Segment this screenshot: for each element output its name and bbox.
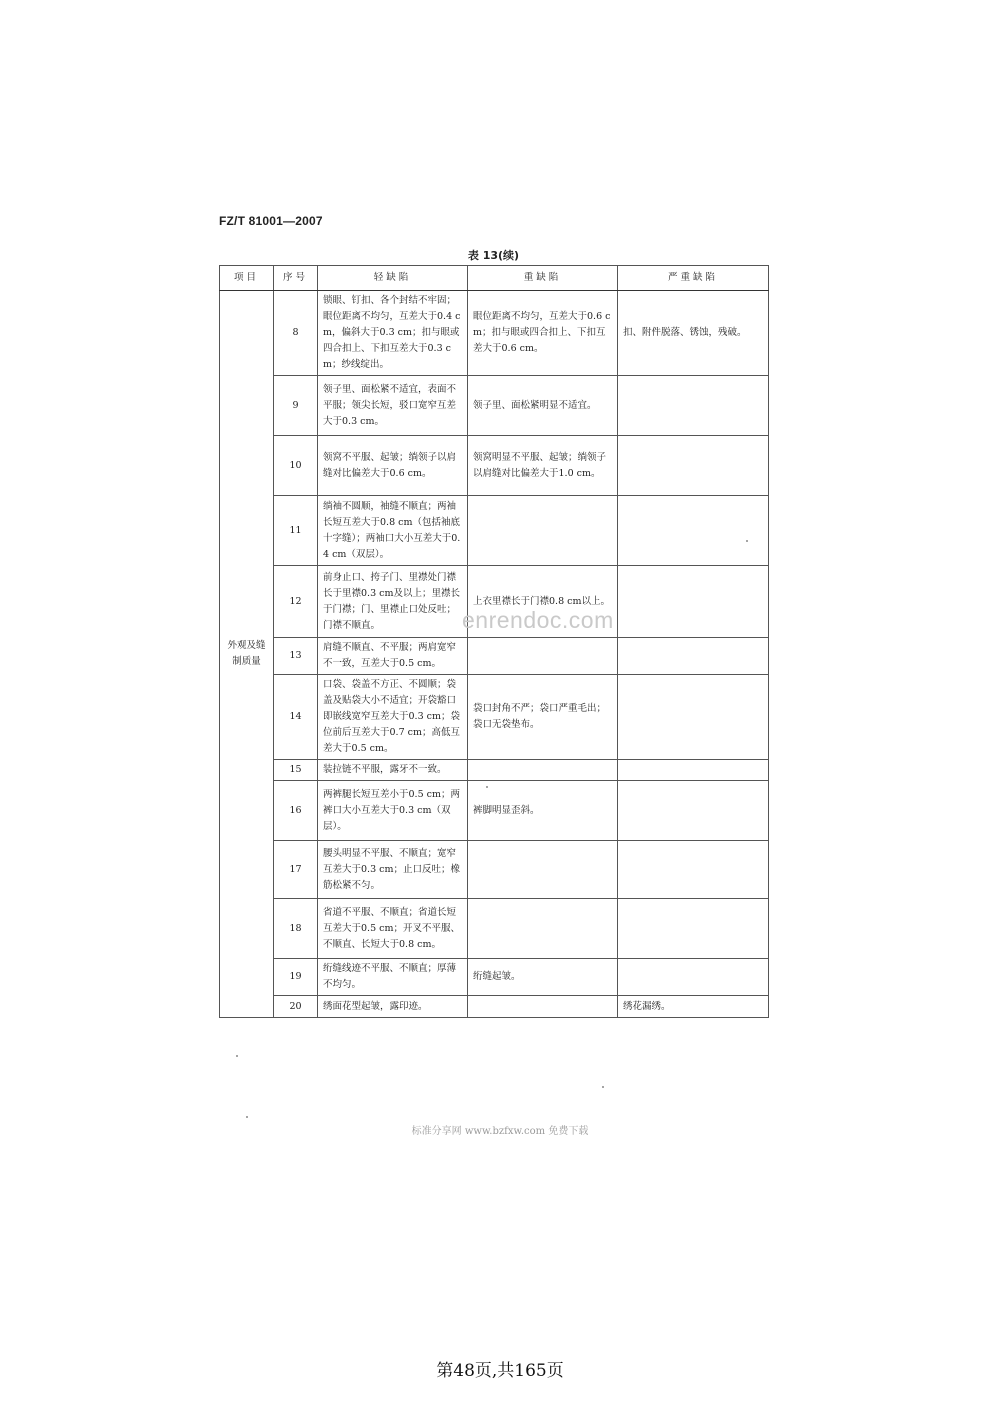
seq-cell: 18	[274, 899, 318, 959]
minor-defect-cell: 腰头明显不平服、不顺直；宽窄互差大于0.3 cm；止口反吐；橡筋松紧不匀。	[318, 841, 468, 899]
major-defect-cell	[468, 841, 618, 899]
minor-defect-cell: 绱袖不圆顺，袖缝不顺直；两袖长短互差大于0.8 cm（包括袖底十字缝）；两袖口大小互差大于0.4 cm（双层）。	[318, 496, 468, 566]
seq-cell: 13	[274, 638, 318, 675]
scan-speck	[246, 1116, 248, 1118]
table-row	[220, 760, 769, 781]
minor-defect-cell: 省道不平服、不顺直；省道长短互差大于0.5 cm；开叉不平服、不顺直、长短大于0.8 cm。	[318, 899, 468, 959]
seq-cell: 16	[274, 781, 318, 841]
table-row	[220, 638, 769, 675]
header-seq: 序号	[274, 266, 318, 291]
seq-cell: 12	[274, 566, 318, 638]
scan-speck	[486, 786, 488, 788]
minor-defect-cell: 两裤腿长短互差小于0.5 cm；两裤口大小互差大于0.3 cm（双层）。	[318, 781, 468, 841]
major-defect-cell: 上衣里襟长于门襟0.8 cm以上。	[468, 566, 618, 638]
standard-code: FZ/T 81001—2007	[219, 214, 323, 228]
header-severe: 严重缺陷	[618, 266, 769, 291]
table-row	[220, 496, 769, 566]
scan-speck	[602, 1086, 604, 1088]
major-defect-cell	[468, 496, 618, 566]
severe-defect-cell	[618, 496, 769, 566]
major-defect-cell: 领子里、面松紧明显不适宜。	[468, 376, 618, 436]
seq-cell: 15	[274, 760, 318, 781]
header-minor: 轻缺陷	[318, 266, 468, 291]
severe-defect-cell	[618, 566, 769, 638]
severe-defect-cell	[618, 675, 769, 760]
severe-defect-cell: 扣、附件脱落、锈蚀，残破。	[618, 291, 769, 376]
major-defect-cell: 裤脚明显歪斜。	[468, 781, 618, 841]
seq-cell: 9	[274, 376, 318, 436]
severe-defect-cell	[618, 841, 769, 899]
table-row	[220, 841, 769, 899]
minor-defect-cell: 肩缝不顺直、不平服；两肩宽窄不一致，互差大于0.5 cm。	[318, 638, 468, 675]
severe-defect-cell	[618, 781, 769, 841]
major-defect-cell	[468, 638, 618, 675]
seq-cell: 19	[274, 959, 318, 996]
minor-defect-cell: 锁眼、钉扣、各个封结不牢固；眼位距离不均匀，互差大于0.4 cm，偏斜大于0.3 cm；扣与眼或四合扣上、下扣互差大于0.3 cm；纱线绽出。	[318, 291, 468, 376]
page-counter: 第48页,共165页	[436, 1361, 564, 1381]
severe-defect-cell: 绣花漏绣。	[618, 996, 769, 1018]
severe-defect-cell	[618, 760, 769, 781]
header-major: 重缺陷	[468, 266, 618, 291]
minor-defect-cell: 前身止口、挎子门、里襟处门襟长于里襟0.3 cm及以上；里襟长于门襟；门、里襟止口处反吐；门襟不顺直。	[318, 566, 468, 638]
table-row	[220, 436, 769, 496]
severe-defect-cell	[618, 638, 769, 675]
table-row	[220, 899, 769, 959]
defects-table	[219, 265, 769, 1018]
watermark: enrendoc.com	[462, 607, 614, 633]
site-footer-line: 标准分享网 www.bzfxw.com 免费下载	[411, 1126, 589, 1137]
seq-cell: 14	[274, 675, 318, 760]
scan-speck	[236, 1055, 238, 1057]
table-row	[220, 291, 769, 376]
seq-cell: 20	[274, 996, 318, 1018]
major-defect-cell	[468, 760, 618, 781]
seq-cell: 17	[274, 841, 318, 899]
category-cell: 外观及缝制质量	[220, 291, 274, 1018]
severe-defect-cell	[618, 436, 769, 496]
severe-defect-cell	[618, 959, 769, 996]
table-row	[220, 996, 769, 1018]
major-defect-cell	[468, 899, 618, 959]
severe-defect-cell	[618, 899, 769, 959]
table-caption: 表 13(续)	[467, 249, 520, 262]
severe-defect-cell	[618, 376, 769, 436]
header-item: 项目	[220, 266, 274, 291]
major-defect-cell	[468, 996, 618, 1018]
table-row	[220, 675, 769, 760]
major-defect-cell: 领窝明显不平服、起皱；绱领子以肩缝对比偏差大于1.0 cm。	[468, 436, 618, 496]
minor-defect-cell: 口袋、袋盖不方正、不圆顺；袋盖及贴袋大小不适宜；开袋豁口即嵌线宽窄互差大于0.3 cm；袋位前后互差大于0.7 cm；高低互差大于0.5 cm。	[318, 675, 468, 760]
seq-cell: 8	[274, 291, 318, 376]
major-defect-cell: 袋口封角不严；袋口严重毛出；袋口无袋垫布。	[468, 675, 618, 760]
major-defect-cell: 眼位距离不均匀，互差大于0.6 cm；扣与眼或四合扣上、下扣互差大于0.6 cm。	[468, 291, 618, 376]
table-row	[220, 376, 769, 436]
table-row	[220, 781, 769, 841]
scan-speck	[746, 540, 748, 542]
minor-defect-cell: 绗缝线迹不平服、不顺直；厚薄不均匀。	[318, 959, 468, 996]
minor-defect-cell: 绣面花型起皱，露印迹。	[318, 996, 468, 1018]
table-header-row	[220, 266, 769, 291]
seq-cell: 11	[274, 496, 318, 566]
minor-defect-cell: 领子里、面松紧不适宜，表面不平服；领尖长短，驳口宽窄互差大于0.3 cm。	[318, 376, 468, 436]
minor-defect-cell: 领窝不平服、起皱；绱领子以肩缝对比偏差大于0.6 cm。	[318, 436, 468, 496]
seq-cell: 10	[274, 436, 318, 496]
table-row	[220, 959, 769, 996]
major-defect-cell: 绗缝起皱。	[468, 959, 618, 996]
minor-defect-cell: 装拉链不平服，露牙不一致。	[318, 760, 468, 781]
